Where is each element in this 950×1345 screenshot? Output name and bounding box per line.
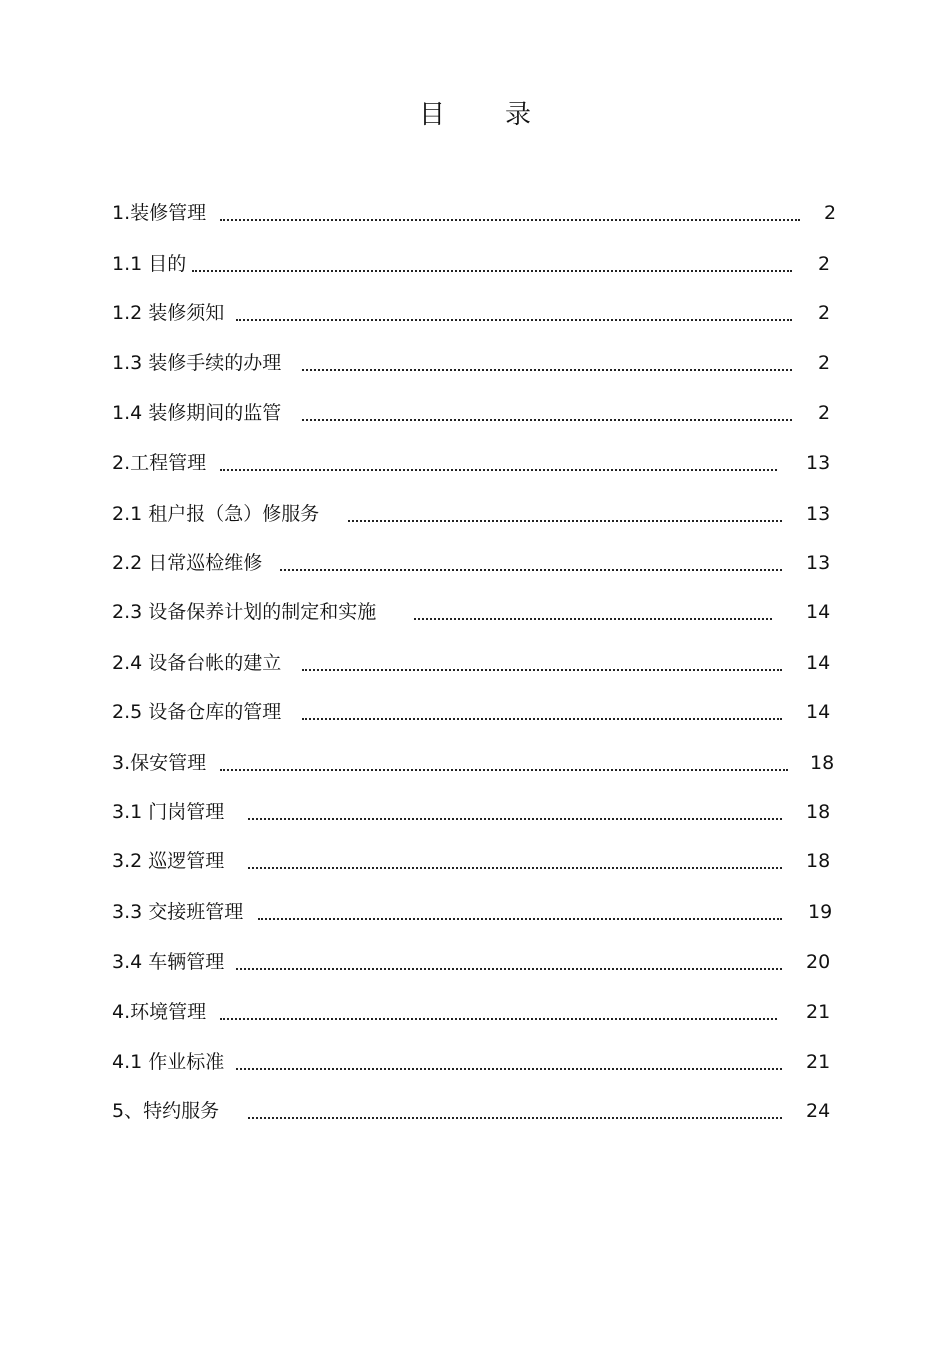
toc-leader-dots [236, 1068, 782, 1070]
toc-entry-page-number: 2 [818, 402, 831, 424]
toc-entry-label: 2.4 设备台帐的建立 [112, 652, 282, 674]
toc-entry-page-number: 18 [810, 752, 835, 774]
toc-entry-page-number: 19 [808, 901, 833, 923]
toc-entry-label: 4.环境管理 [112, 1001, 207, 1023]
toc-entry-label: 1.3 装修手续的办理 [112, 352, 282, 374]
toc-leader-dots [302, 369, 792, 371]
toc-entry-page-number: 13 [806, 503, 831, 525]
toc-entry-label: 3.2 巡逻管理 [112, 850, 225, 872]
toc-title-char-2: 录 [504, 100, 531, 130]
toc-entry-label: 2.3 设备保养计划的制定和实施 [112, 601, 377, 623]
toc-entry-label: 1.4 装修期间的监管 [112, 402, 282, 424]
toc-entry-page-number: 21 [806, 1051, 831, 1073]
toc-leader-dots [414, 618, 772, 620]
toc-leader-dots [302, 419, 792, 421]
toc-entry-label: 3.3 交接班管理 [112, 901, 244, 923]
toc-leader-dots [236, 319, 792, 321]
toc-entry-label: 1.装修管理 [112, 202, 207, 224]
toc-leader-dots [280, 569, 782, 571]
toc-entry-page-number: 21 [806, 1001, 831, 1023]
toc-entry-page-number: 24 [806, 1100, 831, 1122]
toc-entry-page-number: 2 [818, 253, 831, 275]
toc-entry[interactable] [112, 549, 852, 577]
toc-leader-dots [236, 968, 782, 970]
toc-entry-label: 2.5 设备仓库的管理 [112, 701, 282, 723]
toc-leader-dots [248, 867, 782, 869]
toc-entry[interactable] [112, 749, 852, 777]
toc-entry-label: 2.工程管理 [112, 452, 207, 474]
toc-entry-page-number: 2 [818, 302, 831, 324]
toc-entry-page-number: 2 [824, 202, 837, 224]
toc-leader-dots [220, 1018, 777, 1020]
toc-entry-page-number: 18 [806, 850, 831, 872]
toc-entry-label: 2.2 日常巡检维修 [112, 552, 263, 574]
toc-entry-label: 1.2 装修须知 [112, 302, 225, 324]
toc-entry-page-number: 14 [806, 701, 831, 723]
toc-leader-dots [258, 918, 782, 920]
toc-entry-label: 5、特约服务 [112, 1100, 220, 1122]
toc-entry-page-number: 18 [806, 801, 831, 823]
toc-leader-dots [220, 219, 800, 221]
toc-entry-page-number: 2 [818, 352, 831, 374]
toc-entry[interactable] [112, 898, 852, 926]
toc-entry-label: 1.1 目的 [112, 253, 187, 275]
toc-entry[interactable] [112, 500, 852, 528]
toc-entry[interactable] [112, 349, 852, 377]
toc-entry[interactable] [112, 399, 852, 427]
toc-entry-page-number: 14 [806, 652, 831, 674]
toc-leader-dots [248, 818, 782, 820]
toc-entry[interactable] [112, 649, 852, 677]
toc-entry-label: 4.1 作业标准 [112, 1051, 225, 1073]
toc-entry-page-number: 20 [806, 951, 831, 973]
toc-entry-label: 3.1 门岗管理 [112, 801, 225, 823]
toc-entry[interactable] [112, 798, 852, 826]
toc-entry[interactable] [112, 948, 852, 976]
toc-title-char-1: 目 [418, 100, 445, 130]
toc-leader-dots [348, 520, 782, 522]
toc-entry[interactable] [112, 598, 852, 626]
toc-entry-label: 2.1 租户报（急）修服务 [112, 503, 320, 525]
toc-entry-page-number: 13 [806, 452, 831, 474]
toc-entry[interactable] [112, 449, 852, 477]
toc-leader-dots [248, 1117, 782, 1119]
toc-leader-dots [220, 469, 777, 471]
toc-entry-page-number: 13 [806, 552, 831, 574]
toc-entry[interactable] [112, 199, 852, 227]
toc-leader-dots [220, 769, 788, 771]
toc-entry[interactable] [112, 698, 852, 726]
toc-entry[interactable] [112, 299, 852, 327]
toc-entry-label: 3.保安管理 [112, 752, 207, 774]
toc-entry[interactable] [112, 1048, 852, 1076]
toc-entry-label: 3.4 车辆管理 [112, 951, 225, 973]
toc-entry[interactable] [112, 250, 852, 278]
toc-entry[interactable] [112, 998, 852, 1026]
toc-entry[interactable] [112, 847, 852, 875]
toc-entry[interactable] [112, 1097, 852, 1125]
toc-leader-dots [302, 718, 782, 720]
toc-leader-dots [302, 669, 782, 671]
toc-entry-page-number: 14 [806, 601, 831, 623]
toc-leader-dots [192, 270, 792, 272]
